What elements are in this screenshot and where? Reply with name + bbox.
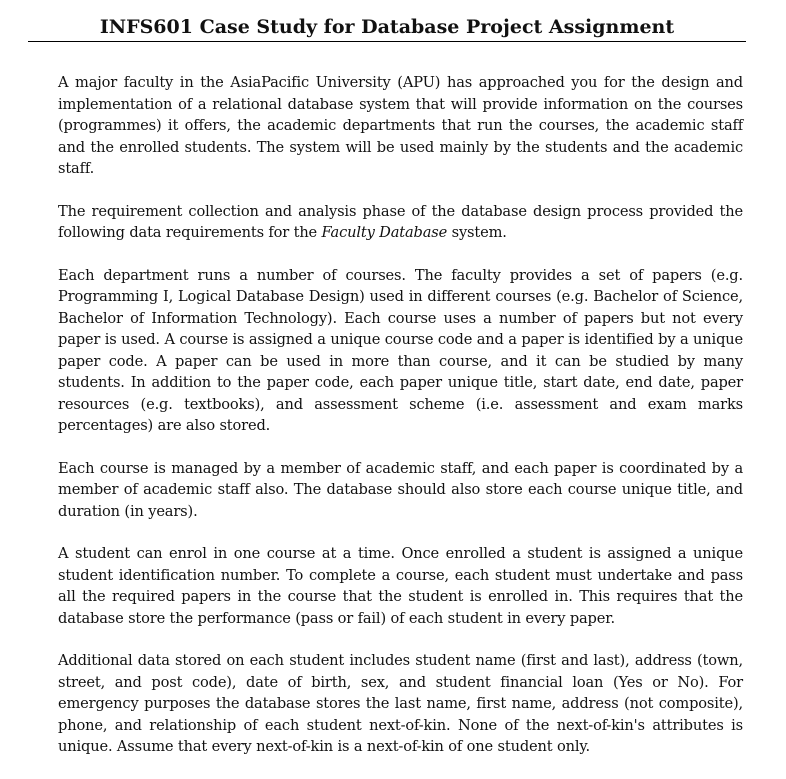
paragraph-course-management: Each course is managed by a member of academic staff, and each paper is coordinated by a member of academic staff also. The database should also store each course unique title, and duration (in years). (58, 459, 743, 520)
paragraph-requirements-tail: system. (447, 224, 507, 241)
paragraph-departments-papers: Each department runs a number of courses. The faculty provides a set of papers (e.g. Programming I, Logical Database Design) used in different courses (e.g. Bachelor of Science, Bachelor of Information Technology). Each course uses a number of papers but not every paper is used. A course is assigned a unique course code and a paper is identified by a unique paper code. A paper can be used in more than course, and it can be studied by many students. In addition to the paper code, each paper unique title, start date, end date, paper resources (e.g. textbooks), and assessment scheme (i.e. assessment and exam marks percentages) are also stored. (58, 266, 743, 434)
paragraph-introduction: A major faculty in the AsiaPacific University (APU) has approached you for the design and implementation of a relational database system that will provide information on the courses (programmes) it offers, the academic departments that run the courses, the academic staff and the enrolled students. The system will be used mainly by the students and the academic staff. (58, 74, 743, 177)
document-title: INFS601 Case Study for Database Project Assignment (99, 16, 675, 38)
faculty-database-emphasis: Faculty Database (321, 224, 448, 241)
title-underline (28, 41, 746, 42)
paragraph-requirements (58, 201, 743, 244)
paragraph-student-enrolment: A student can enrol in one course at a time. Once enrolled a student is assigned a unique student identification number. To complete a course, each student must undertake and pass all the required papers in the course that the student is enrolled in. This requires that the database store the performance (pass or fail) of each student in every paper. (58, 545, 743, 627)
document-body (58, 72, 743, 779)
paragraph-student-data: Additional data stored on each student includes student name (first and last), address (town, street, and post code), date of birth, sex, and student financial loan (Yes or No). For emergency purposes the database stores the last name, first name, address (not composite), phone, and relationship of each student next-of-kin. None of the next-of-kin's attributes is unique. Assume that every next-of-kin is a next-of-kin of one student only. (58, 652, 743, 755)
paragraph-requirements-text: The requirement collection and analysis phase of the database design process provided the following data requirements for the (58, 202, 743, 241)
